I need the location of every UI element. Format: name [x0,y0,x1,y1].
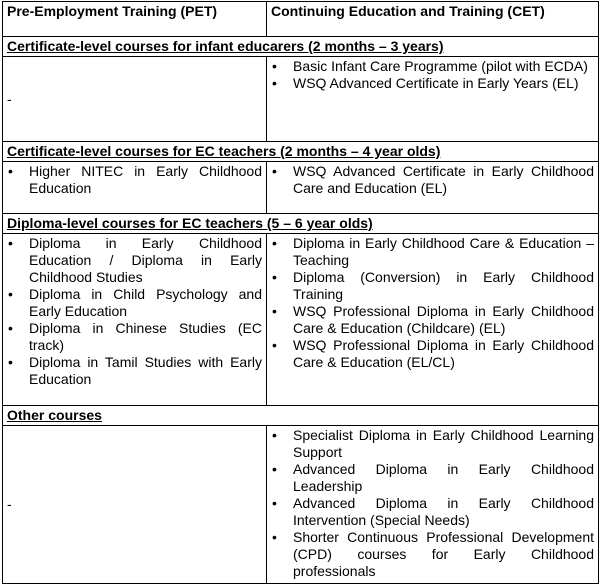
section-title-diploma: Diploma-level courses for EC teachers (5 – 6 year olds) [3,214,599,234]
table-row [3,234,599,406]
cet-list [271,163,594,197]
header-pet: Pre-Employment Training (PET) [3,2,267,37]
list-item: • WSQ Professional Diploma in Early Childhood Care & Education (Childcare) (EL) [271,303,594,337]
section-title-infant: Certificate-level courses for infant educarers (2 months – 3 years) [3,37,599,57]
cet-cell [267,162,599,214]
list-item: • WSQ Advanced Certificate in Early Childhood Care and Education (EL) [271,163,594,197]
cet-cell [267,234,599,406]
pet-cell-empty: - [3,426,267,584]
section-title-row [3,142,599,162]
pet-cell-empty: - [3,57,267,142]
cet-list [271,58,594,92]
table-row [3,57,599,142]
list-item: • WSQ Professional Diploma in Early Childhood Care & Education (EL/CL) [271,337,594,371]
list-item: • Specialist Diploma in Early Childhood Learning Support [271,427,594,461]
table-row [3,162,599,214]
section-title-row [3,37,599,57]
pet-cell [3,162,267,214]
section-title-row [3,406,599,426]
list-item: • Basic Infant Care Programme (pilot with ECDA) [271,58,594,75]
cet-cell [267,426,599,584]
list-item: • Diploma in Child Psychology and Early Education [7,286,262,320]
header-row [3,2,599,37]
cet-list [271,235,594,371]
list-item: • Higher NITEC in Early Childhood Education [7,163,262,197]
list-item: • Shorter Continuous Professional Development (CPD) courses for Early Childhood professionals [271,529,594,580]
pet-list [7,235,262,388]
list-item: • Diploma in Chinese Studies (EC track) [7,320,262,354]
cet-list [271,427,594,580]
list-item: • Advanced Diploma in Early Childhood Leadership [271,461,594,495]
cet-cell [267,57,599,142]
pet-list [7,163,262,197]
pet-cell [3,234,267,406]
section-title-other: Other courses [3,406,599,426]
courses-table [2,1,599,584]
section-title-row [3,214,599,234]
section-title-certificate-ec: Certificate-level courses for EC teachers (2 months – 4 year olds) [3,142,599,162]
list-item: • WSQ Advanced Certificate in Early Years (EL) [271,75,594,92]
table-row [3,426,599,584]
list-item: • Diploma in Early Childhood Education / Diploma in Early Childhood Studies [7,235,262,286]
list-item: • Diploma in Tamil Studies with Early Education [7,354,262,388]
header-cet: Continuing Education and Training (CET) [267,2,599,37]
list-item: • Diploma (Conversion) in Early Childhood Training [271,269,594,303]
list-item: • Advanced Diploma in Early Childhood Intervention (Special Needs) [271,495,594,529]
list-item: • Diploma in Early Childhood Care & Education – Teaching [271,235,594,269]
